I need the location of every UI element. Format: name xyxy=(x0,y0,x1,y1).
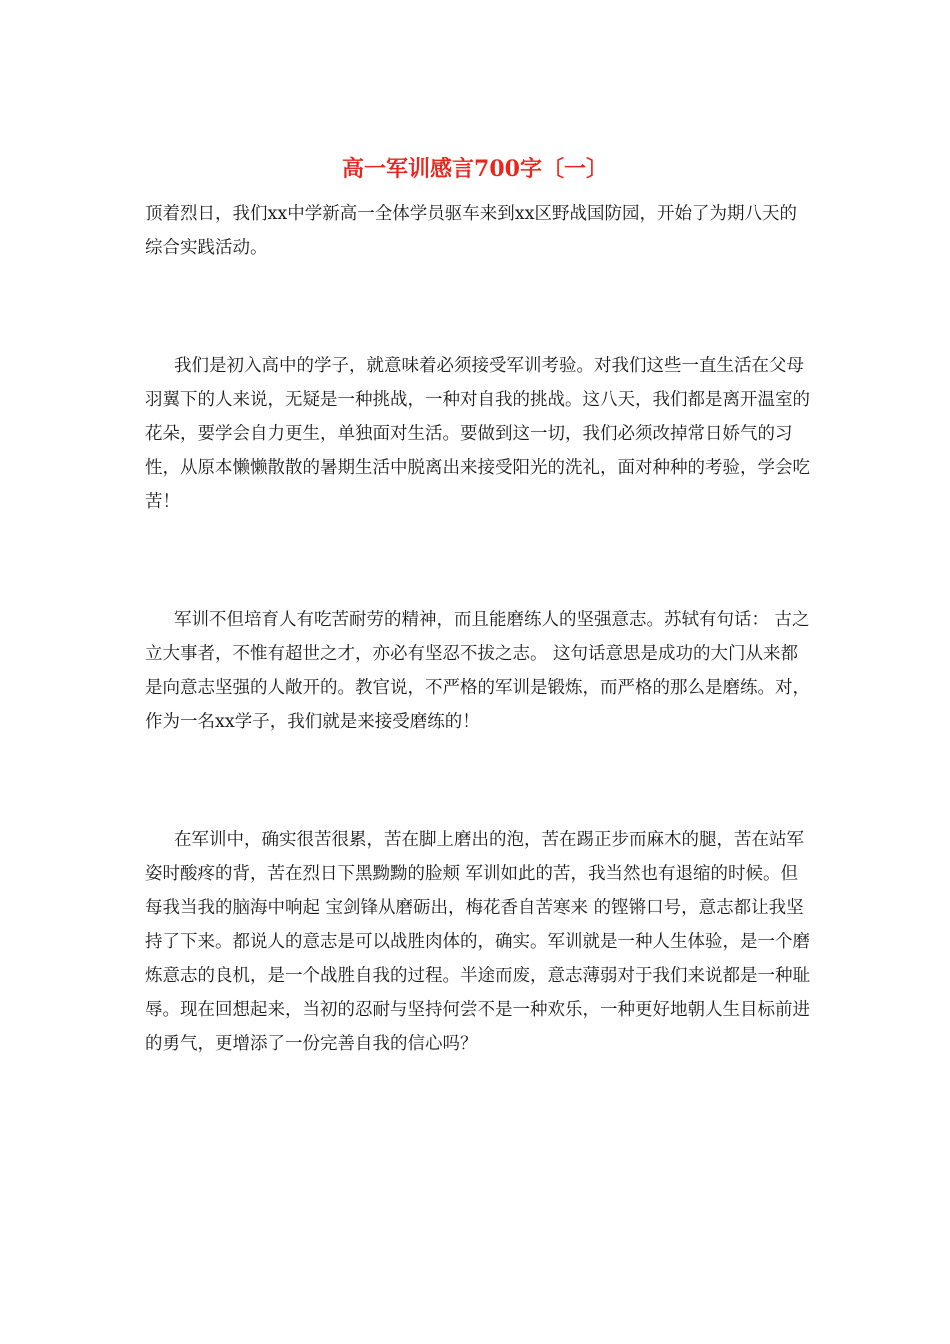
paragraph-challenge: 我们是初入高中的学子，就意味着必须接受军训考验。对我们这些一直生活在父母羽翼下的人来说，无疑是一种挑战，一种对自我的挑战。这八天，我们都是离开温室的花朵，要学会自力更生，单独面对生活。要做到这一切，我们必须改掉常日娇气的习性，从原本懒懒散散的暑期生活中脱离出来接受阳光的洗礼，面对种种的考验，学会吃苦！ xyxy=(145,356,810,512)
paragraph-gap xyxy=(145,739,810,823)
document-body xyxy=(145,197,810,1061)
paragraph-gap xyxy=(145,265,810,349)
paragraph-gap xyxy=(145,519,810,603)
paragraph-hardship: 在军训中，确实很苦很累，苦在脚上磨出的泡，苦在踢正步而麻木的腿，苦在站军姿时酸疼的背，苦在烈日下黑黝黝的脸颊 军训如此的苦，我当然也有退缩的时候。但每我当我的脑海中响起 宝剑锋从磨砺出，梅花香自苦寒来 的铿锵口号，意志都让我坚持了下来。都说人的意志是可以战胜肉体的，确实。军训就是一种人生体验，是一个磨炼意志的良机，是一个战胜自我的过程。半途而废，意志薄弱对于我们来说都是一种耻辱。现在回想起来，当初的忍耐与坚持何尝不是一种欢乐，一种更好地朝人生目标前进的勇气，更增添了一份完善自我的信心吗？ xyxy=(145,830,810,1054)
page-title: 高一军训感言700字〔一〕 xyxy=(342,156,608,182)
paragraph-intro: 顶着烈日，我们xx中学新高一全体学员驱车来到xx区野战国防园，开始了为期八天的综合实践活动。 xyxy=(145,204,797,258)
paragraph-willpower: 军训不但培育人有吃苦耐劳的精神，而且能磨练人的坚强意志。苏轼有句话： 古之立大事者，不惟有超世之才，亦必有坚忍不拔之志。 这句话意思是成功的大门从来都是向意志坚强的人敞开的。教官说，不严格的军训是锻炼，而严格的那么是磨练。对，作为一名xx学子，我们就是来接受磨练的！ xyxy=(145,610,810,732)
